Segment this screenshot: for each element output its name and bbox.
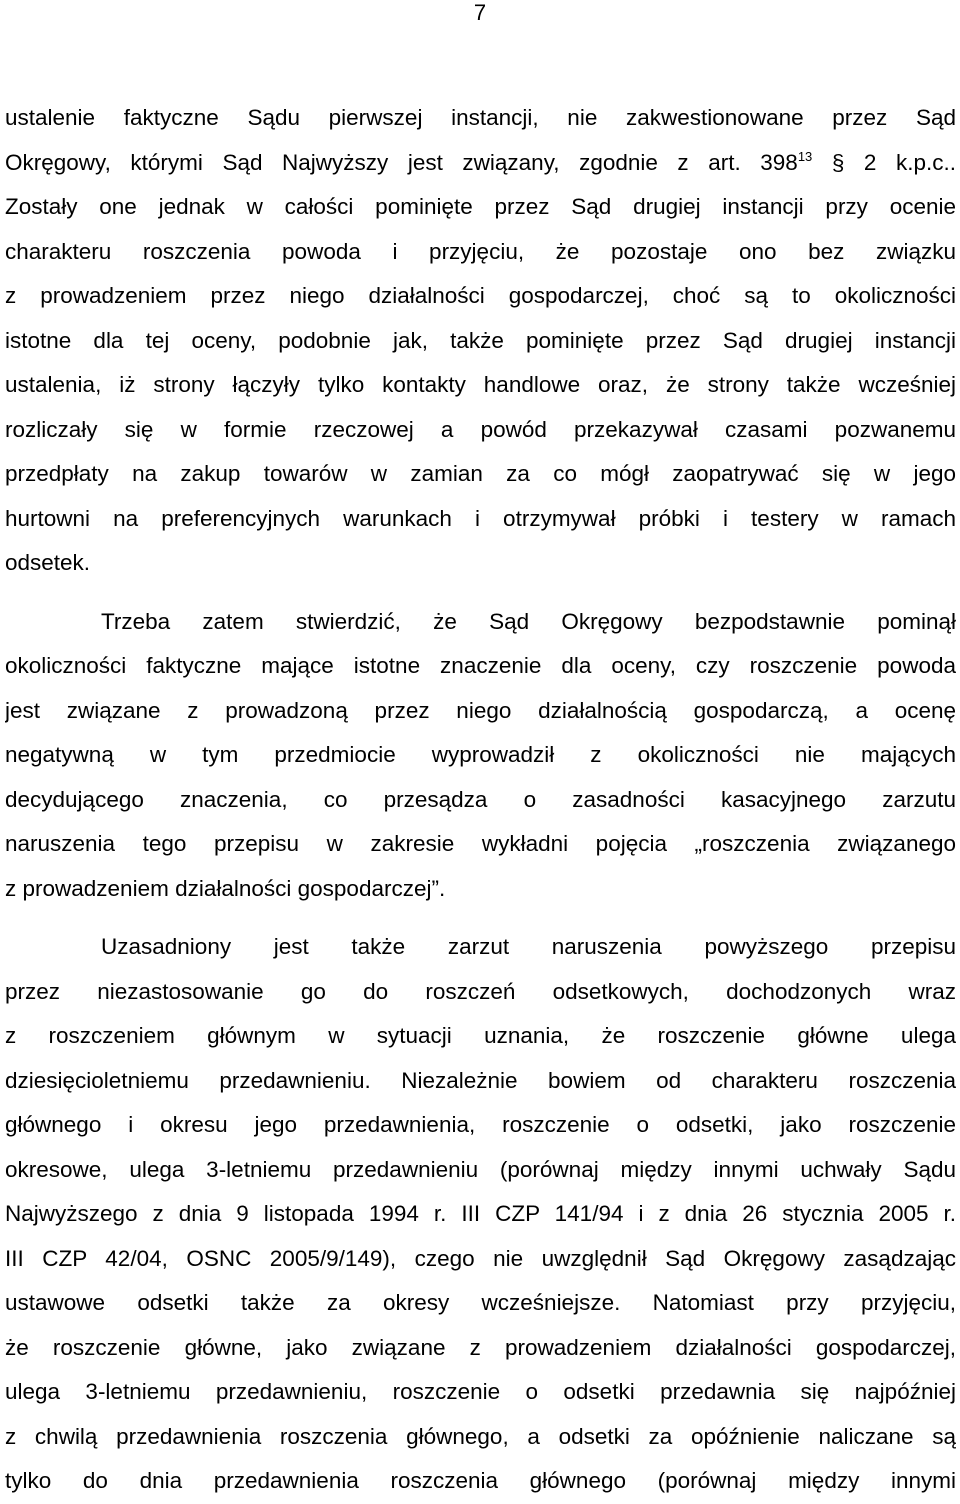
text-line: Zostały one jednak w całości pominięte przez Sąd drugiej instancji przy ocenie: [5, 194, 956, 219]
text-line: z chwilą przedawnienia roszczenia głównego, a odsetki za opóźnienie naliczane są: [5, 1423, 956, 1449]
text-line: rozliczały się w formie rzeczowej a powód przekazywał czasami pozwanemu: [5, 416, 956, 442]
text-line: negatywną w tym przedmiocie wyprowadził z okoliczności nie mających: [5, 742, 956, 767]
text-line: z roszczeniem głównym w sytuacji uznania, że roszczenie główne ulega: [5, 1023, 956, 1048]
text-line: Trzeba zatem stwierdzić, że Sąd Okręgowy bezpodstawnie pominął: [101, 608, 956, 634]
text-line: hurtowni na preferencyjnych warunkach i otrzymywał próbki i testery w ramach: [5, 505, 956, 531]
paragraph-gap: [5, 586, 956, 600]
paragraph-2: [5, 600, 956, 912]
text-line: głównego i okresu jego przedawnienia, roszczenie o odsetki, jako roszczenie: [5, 1112, 956, 1137]
text-line: z prowadzeniem przez niego działalności gospodarczej, choć są to okoliczności: [5, 283, 956, 308]
text-line: ustalenia, iż strony łączyły tylko kontakty handlowe oraz, że strony także wcześniej: [5, 372, 956, 397]
text-line: charakteru roszczenia powoda i przyjęciu, że pozostaje ono bez związku: [5, 238, 956, 264]
paragraph-3: [5, 925, 956, 1504]
text-line: tylko do dnia przedawnienia roszczenia głównego (porównaj między innymi: [5, 1468, 956, 1493]
paragraph-1: [5, 96, 956, 586]
citation-text: Okręgowy, którymi Sąd Najwyższy jest związany, zgodnie z art. 398: [5, 149, 798, 175]
text-line: z prowadzeniem działalności gospodarczej”.: [5, 875, 446, 901]
article-superscript: 13: [797, 148, 813, 164]
citation-tail: § 2 k.p.c..: [812, 149, 956, 175]
text-line: ulega 3-letniemu przedawnieniu, roszczenie o odsetki przedawnia się najpóźniej: [5, 1379, 956, 1404]
text-line: Uzasadniony jest także zarzut naruszenia powyższego przepisu: [101, 934, 956, 959]
document-body: [5, 96, 956, 1504]
text-line: Najwyższego z dnia 9 listopada 1994 r. III CZP 141/94 i z dnia 26 stycznia 2005 r.: [5, 1201, 956, 1226]
text-line: jest związane z prowadzoną przez niego działalnością gospodarczą, a ocenę: [5, 697, 956, 723]
text-line: okresowe, ulega 3-letniemu przedawnieniu (porównaj między innymi uchwały Sądu: [5, 1156, 956, 1182]
text-line: ustawowe odsetki także za okresy wcześniejsze. Natomiast przy przyjęciu,: [5, 1290, 956, 1315]
text-line: ustalenie faktyczne Sądu pierwszej instancji, nie zakwestionowane przez Sąd: [5, 105, 956, 130]
text-line: odsetek.: [5, 550, 91, 575]
page-number: 7: [473, 0, 487, 25]
text-line: okoliczności faktyczne mające istotne znaczenie dla oceny, czy roszczenie powoda: [5, 653, 956, 678]
text-line: przedpłaty na zakup towarów w zamian za co mógł zaopatrywać się w jego: [5, 461, 956, 486]
paragraph-gap: [5, 911, 956, 925]
text-line-citation: [5, 141, 956, 186]
text-line: istotne dla tej oceny, podobnie jak, także pominięte przez Sąd drugiej instancji: [5, 327, 956, 353]
text-line: że roszczenie główne, jako związane z prowadzeniem działalności gospodarczej,: [5, 1334, 956, 1360]
text-line: przez niezastosowanie go do roszczeń odsetkowych, dochodzonych wraz: [5, 978, 956, 1004]
text-line: decydującego znaczenia, co przesądza o zasadności kasacyjnego zarzutu: [5, 786, 956, 812]
text-line: dziesięcioletniemu przedawnieniu. Niezależnie bowiem od charakteru roszczenia: [5, 1067, 956, 1093]
text-line: III CZP 42/04, OSNC 2005/9/149), czego nie uwzględnił Sąd Okręgowy zasądzając: [5, 1245, 956, 1271]
text-line: naruszenia tego przepisu w zakresie wykładni pojęcia „roszczenia związanego: [5, 831, 956, 856]
